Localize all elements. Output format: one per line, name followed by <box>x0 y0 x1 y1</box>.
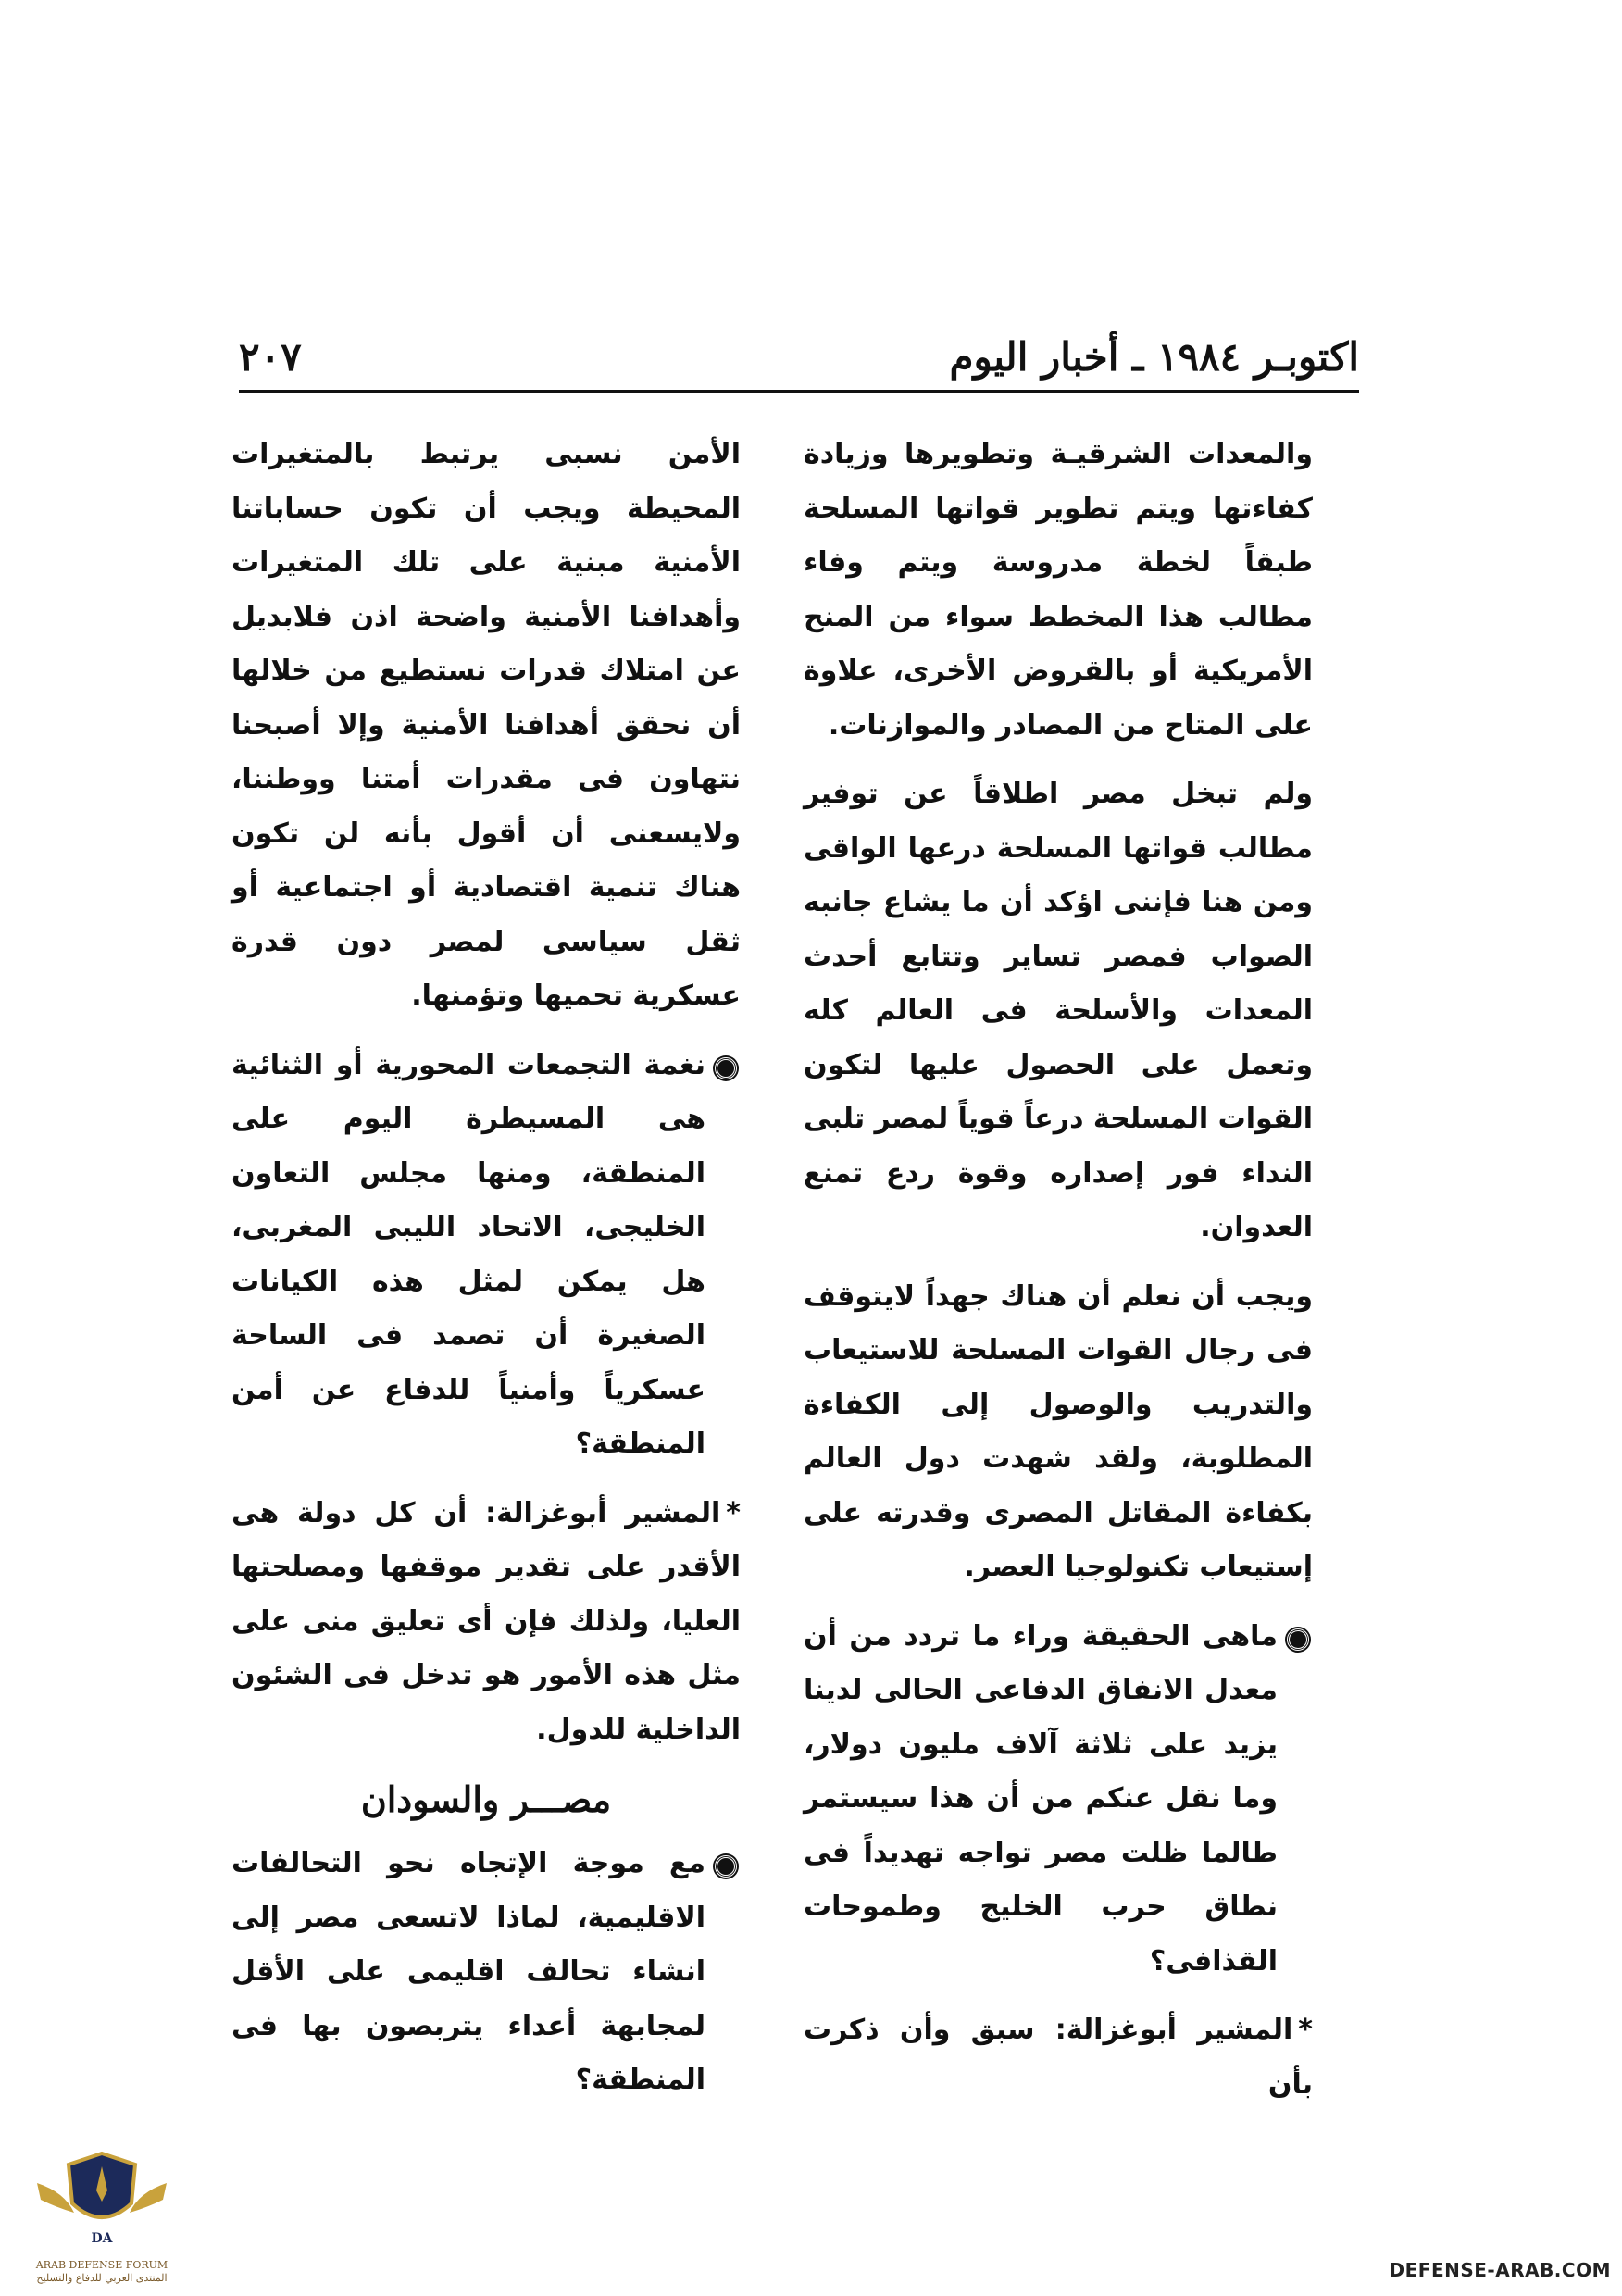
right-column <box>804 428 1313 2127</box>
watermark-name-ar: المنتدى العربي للدفاع والتسليح <box>36 2272 168 2284</box>
question-paragraph <box>804 1610 1313 1990</box>
watermark-name: ARAB DEFENSE FORUM <box>35 2259 168 2271</box>
arab-defense-forum-logo <box>28 2146 176 2266</box>
header-rule <box>239 390 1359 393</box>
page-header <box>239 324 1359 389</box>
question-paragraph <box>231 1837 741 2108</box>
watermark-caption <box>19 2259 185 2285</box>
question-text: نغمة التجمعات المحورية أو الثنائية هى المسيطرة اليوم على المنطقة، ومنها مجلس التعاون الخليجى، الاتحاد الليبى المغربى، هل يمكن لمثل هذه الكيانات الصغيرة أن تصمد فى الساحة عسكرياً وأمنياً للدفاع عن أمن المنطقة؟ <box>231 1048 705 1460</box>
star-icon: * <box>726 1496 741 1529</box>
answer-paragraph <box>804 2003 1313 2112</box>
header-title: اكتوبـر ١٩٨٤ ـ أخبار اليوم <box>949 333 1359 380</box>
question-text: ماهى الحقيقة وراء ما تردد من أن معدل الانفاق الدفاعى الحالى لدينا يزيد على ثلاثة آلاف مليون دولار، وما نقل عنكم من أن هذا سيستمر طالما ظلت مصر تواجه تهديداً فى نطاق حرب الخليج وطموحات القذافى؟ <box>804 1619 1278 1978</box>
paragraph: الأمن نسبى يرتبط بالمتغيرات المحيطة ويجب أن تكون حساباتنا الأمنية مبنية على تلك المتغيرات وأهدافنا الأمنية واضحة اذن فلابديل عن امتلاك قدرات نستطيع من خلالها أن نحقق أهدافنا الأمنية وإلا أصبحنا نتهاون فى مقدرات أمتنا ووطننا، ولايسعنى أن أقول بأنه لن تكون هناك تنمية اقتصادية أو اجتماعية أو ثقل سياسى لمصر دون قدرة عسكرية تحميها وتؤمنها. <box>231 438 741 1012</box>
page-number: ٢٠٧ <box>239 333 302 380</box>
paragraph: ويجب أن نعلم أن هناك جهداً لايتوقف فى رجال القوات المسلحة للاستيعاب والتدريب والوصول إلى الكفاءة المطلوبة، ولقد شهدت دول العالم بكفاءة المقاتل المصرى وقدرته على إستيعاب تكنولوجيا العصر. <box>804 1279 1313 1583</box>
answer-text: المشير أبوغزالة: سبق وأن ذكرت بأن <box>804 2014 1313 2101</box>
question-paragraph <box>231 1039 741 1472</box>
watermark-site: DEFENSE-ARAB.COM <box>1389 2259 1611 2281</box>
question-text: مع موجة الإتجاه نحو التحالفات الاقليمية، لماذا لاتسعى مصر إلى انشاء تحالف اقليمى على الأقل لمجابهة أعداء يتربصون بها فى المنطقة؟ <box>231 1847 705 2096</box>
left-column <box>231 428 741 2123</box>
logo-initials: DA <box>91 2231 113 2246</box>
answer-text: المشير أبوغزالة: أن كل دولة هى الأقدر على تقدير موقفها ومصلحتها العليا، ولذلك فإن أى تعليق منى على مثل هذه الأمور هو تدخل فى الشئون الداخلية للدول. <box>231 1496 741 1746</box>
answer-paragraph <box>231 1487 741 1758</box>
paragraph: ولم تبخل مصر اطلاقاً عن توفير مطالب قواتها المسلحة درعها الواقى ومن هنا فإننى اؤكد أن ما يشاع جانبه الصواب فمصر تساير وتتابع أحدث المعدات والأسلحة فى العالم كله وتعمل على الحصول عليها لتكون القوات المسلحة درعاً قوياً لمصر تلبى النداء فور إصداره وقوة ردع تمنع العدوان. <box>804 778 1313 1243</box>
section-subheading: مصـــر والسودان <box>360 1778 612 1820</box>
paragraph: والمعدات الشرقيـة وتطويرها وزيادة كفاءتها ويتم تطوير قواتها المسلحة طبقاً لخطة مدروسة ويتم وفاء مطالب هذا المخطط سواء من المنح الأمريكية أو بالقروض الأخرى، علاوة على المتاح من المصادر والموازنات. <box>804 438 1313 742</box>
star-icon: * <box>1298 2014 1313 2046</box>
